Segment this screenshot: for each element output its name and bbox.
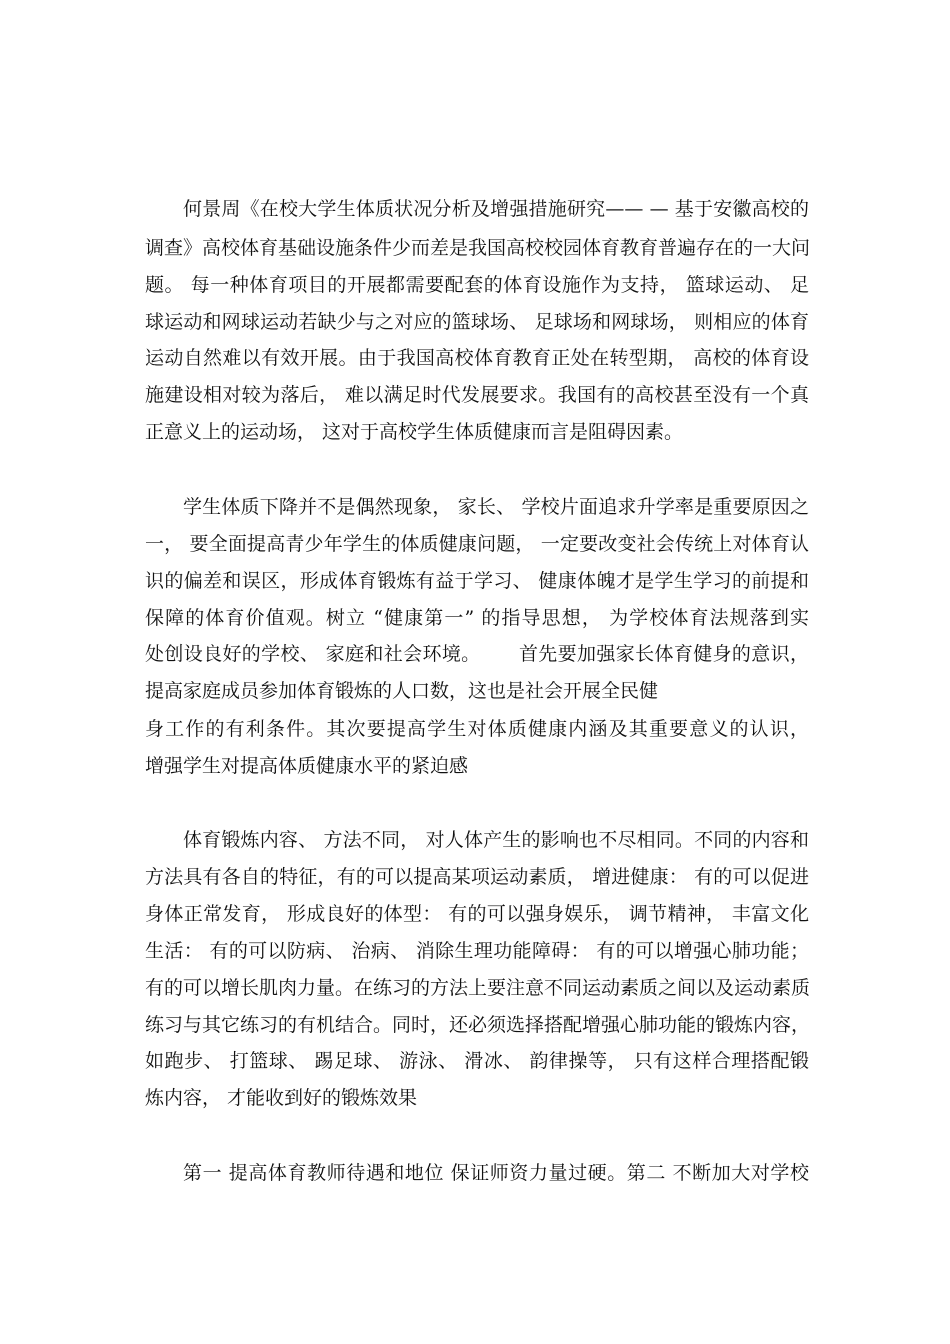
paragraph-2-line-6: 提高家庭成员参加体育锻炼的人口数，这也是社会开展全民健 (145, 680, 659, 702)
paragraph-1-line-5: 运动自然难以有效开展。由于我国高校体育教育正处在转型期， 高校的体育设 (145, 347, 809, 369)
paragraph-1-line-6: 施建设相对较为落后， 难以满足时代发展要求。我国有的高校甚至没有一个真 (145, 384, 809, 406)
paragraph-1-line-2: 调查》高校体育基础设施条件少而差是我国高校校园体育教育普遍存在的一大问 (145, 237, 811, 259)
paragraph-3-line-1: 体育锻炼内容、 方法不同， 对人体产生的影响也不尽相同。不同的内容和 (183, 829, 809, 851)
paragraph-3-line-6: 练习与其它练习的有机结合。同时，还必须选择搭配增强心肺功能的锻炼内容， (145, 1014, 811, 1036)
paragraph-3-line-3: 身体正常发育， 形成良好的体型： 有的可以强身娱乐， 调节精神， 丰富文化 (145, 903, 809, 925)
paragraph-1-line-4: 球运动和网球运动若缺少与之对应的篮球场、 足球场和网球场， 则相应的体育 (145, 311, 809, 333)
paragraph-3-line-8: 炼内容， 才能收到好的锻炼效果 (145, 1087, 418, 1109)
paragraph-1-line-7: 正意义上的运动场， 这对于高校学生体质健康而言是阻碍因素。 (145, 421, 684, 443)
paragraph-3-line-4: 生活： 有的可以防病、 治病、 消除生理功能障碍： 有的可以增强心肺功能； (145, 940, 809, 962)
paragraph-2-line-7: 身工作的有利条件。其次要提高学生对体质健康内涵及其重要意义的认识， (145, 718, 809, 740)
paragraph-2-line-8: 增强学生对提高体质健康水平的紧迫感 (145, 755, 469, 777)
paragraph-1-line-3: 题。 每一种体育项目的开展都需要配套的体育设施作为支持， 篮球运动、 足 (145, 274, 809, 296)
paragraph-2-line-2: 一， 要全面提高青少年学生的体质健康问题， 一定要改变社会传统上对体育认 (145, 533, 809, 555)
paragraph-2-line-5: 处创设良好的学校、 家庭和社会环境。 首先要加强家长体育健身的意识， (145, 643, 809, 665)
paragraph-3-line-5: 有的可以增长肌肉力量。在练习的方法上要注意不同运动素质之间以及运动素质 (145, 977, 811, 999)
paragraph-4-line-1: 第一 提高体育教师待遇和地位 保证师资力量过硬。第二 不断加大对学校 (183, 1162, 809, 1184)
paragraph-2-line-1: 学生体质下降并不是偶然现象， 家长、 学校片面追求升学率是重要原因之 (183, 496, 809, 518)
paragraph-2-line-4: 保障的体育价值观。树立 “健康第一” 的指导思想， 为学校体育法规落到实 (145, 607, 809, 629)
paragraph-1-line-1: 何景周《在校大学生体质状况分析及增强措施研究—— — 基于安徽高校的 (183, 198, 809, 220)
paragraph-3-line-7: 如跑步、 打篮球、 踢足球、 游泳、 滑冰、 韵律操等， 只有这样合理搭配锻 (145, 1050, 809, 1072)
paragraph-2-line-3: 识的偏差和误区，形成体育锻炼有益于学习、 健康体魄才是学生学习的前提和 (145, 570, 809, 592)
paragraph-3-line-2: 方法具有各自的特征，有的可以提高某项运动素质， 增进健康： 有的可以促进 (145, 866, 809, 888)
